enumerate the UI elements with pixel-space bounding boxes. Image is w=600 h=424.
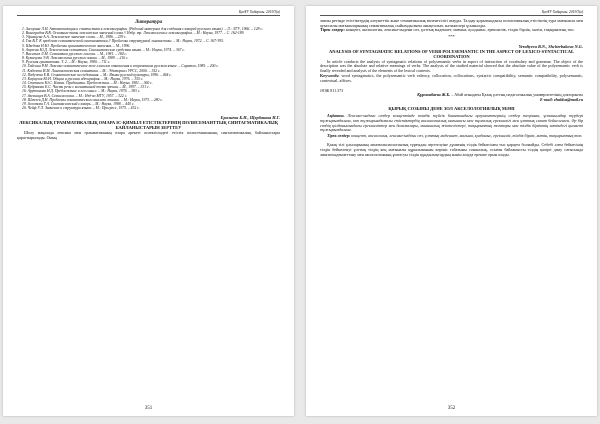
en-authors: Yeraliyeva B.N., Shcherbakova N.G. xyxy=(518,43,583,49)
author-block xyxy=(320,93,583,102)
abstract-text: Лексико-мәдени сөздер концептінде өзіндік түйсік бағытындағы аргументтерінің сөздер теорияға, ұстанымдар түрдері тұжырымдалған, көп тұжырымдамалы етістіктердің аксиологиялық мағынасы мен тұлғалық ерекшелігі мен ұлттық сипат бейнеленген. Әр бір сөздің қолданысындағы ерекшеліктер мен баламалары, мағыналық жіктелістері, тақырыптық топтары мен тілдік бірліктің мәтіндегі қызметі тұжырымдалған. xyxy=(320,113,584,133)
right-page xyxy=(306,6,597,416)
body-text: Қазақ тілі ұлыларының лингвоаксиологиялық тұрғыдан зерттелуіне дүниенің тілдік бейнесінен тыс қарауға болмайды. Себебі әлем бейнесінің тілдік бейнеленуі ұлттық тілдің кең мағыналы құрылымынан көрініс табатыны соншалық, осыған байланысты тілдің қазіргі даму сатысында лингвомәдениеттану мен аксиологияның ұштасуы тілдік құндылықтардың мәнін ашуда ерекше орын алады. xyxy=(320,142,583,157)
article-authors: Ералиева Б.Н., Щербакова Н.Г. xyxy=(220,115,280,121)
running-header: ҚазҰУ Хабаршы. 2019/3(в) xyxy=(17,6,280,16)
reference-item: 12. Падучева Е.В. Семантические исследования. – М.: Языки русской культуры, 1996. – 464 с. xyxy=(22,72,172,77)
page-number: 352 xyxy=(447,406,456,411)
kz-article-title: ҚЫРЫҚ СОЗЫНЫ ДЕНЕ ЗОЛ АКСЕЛОЛОГИЯЛЫҚ МӘНІ xyxy=(388,106,515,112)
kz-keywords xyxy=(320,134,583,139)
reference-item: 5. Шведова Н.Ю. Проблемы грамматического значения. – М., 1996. xyxy=(22,43,131,48)
en-keywords-label: Keywords: xyxy=(320,73,340,79)
reference-item: 17. Звегинцев В.А. Семасиология. – М.: Изд-во МГУ, 1957. – 322 с. xyxy=(22,93,128,98)
en-title: ANALYSIS OF SYNTAGMATIC RELATIONS OF VERB POLYSEMANTIC IN THE ASPECT OF LEXICO-SYNTACTICAL COORDINATION xyxy=(328,48,574,59)
kz-keywords-label: Тірек сөздер: xyxy=(327,132,351,138)
reference-item: 2. Виноградов В.В. Основные типы лексических значений слова // Избр. тр. Лексикология и лексикография. – М.: Наука, 1977. – С. 162-189. xyxy=(22,31,245,36)
reference-item: 11. Кобозева И.М. Лингвистическая семантика. – М.: Эдиториал УРСС, 2000. – 352 с. xyxy=(22,68,161,73)
abstract-label: Аңдатпа. xyxy=(327,113,345,119)
reference-item: 14. Степанов Ю.С. Имена. Предикаты. Предложения. – М.: Наука, 1981. – 360 с. xyxy=(22,81,153,86)
author-affiliation: – Абай атындағы Қазақ ұлттық педагогикалық университетінің докторанты xyxy=(451,92,583,98)
reference-item: 13. Караулов Ю.Н. Общая и русская идеография. – М.: Наука, 1976. – 355 с. xyxy=(22,76,144,81)
references-list xyxy=(17,27,280,110)
author-name: Құрманбаева Ж.Б. xyxy=(417,92,451,98)
udc-code: ӘОЖ 811.373 xyxy=(320,88,344,94)
en-abstract: In article conducts the analysis of syntagmatic relations of polysemantic verbs in aspect of interaction of vocabulary and grammar. The object of the description was the absolute and relative meanings of verbs. The analysis of the studied material showed that the absolute value of the polysemantic verb is finally revealed and analysis of the elements of the lexical contexts. xyxy=(320,58,583,73)
reference-item: 1. Засорина Л.Н. Автоматизация и статистика в лексикографии. (Рабочий материал для создания словарей русского языка). – Л.: ЛГУ, 1966. – 128 с. xyxy=(22,27,264,31)
reference-item: 7. Васильев Л.М. Семантика русского глагола. – М., 1981. – 184 с. xyxy=(22,51,128,56)
keywords-label: Тірек сөздер: xyxy=(320,27,345,32)
reference-item: 16. Арутюнова Н.Д. Предложение и его смысл. – М.: Наука, 1976. – 383 с. xyxy=(22,89,141,94)
references-title: Литература xyxy=(134,20,163,25)
author-email: E-mail: zhulduz@mail.ru xyxy=(540,96,583,102)
reference-item: 9. Русская грамматика. Т. 2. – М.: Наука, 1980. – 711 с. xyxy=(22,60,111,65)
page-number: 351 xyxy=(144,406,153,411)
kz-keywords-text: концепт, аксиология, лексика-мәдени сөз, ұлттық мәдениет, мағына, қолданыс, ерекшелік, тілдік бірлік, мәтін, тақырыптық топ. xyxy=(351,132,583,138)
running-header: ҚазҰУ Хабаршы. 2019/3(в) xyxy=(320,6,583,16)
left-page xyxy=(3,6,294,416)
kz-abstract xyxy=(320,114,583,132)
reference-item: 15. Кубрякова Е.С. Части речи с когнитивной точки зрения. – М., 1997. – 331 с. xyxy=(22,85,150,90)
keywords-text: концепт, аксиология, лексика-мәдени сөз, ұлттық мәдениет, мағына, қолданыс, ерекшелік, тілдік бірлік, мәтін, тақырыптық топ. xyxy=(345,27,575,32)
reference-item: 18. Шмелев Д.Н. Проблемы семантического анализа лексики. – М.: Наука, 1973. – 280 с. xyxy=(22,97,163,102)
keywords-kz xyxy=(320,28,583,33)
reference-item: 8. Кузнецова Э.В. Лексикология русского языка. – М., 1989. – 216 с. xyxy=(22,56,129,61)
article-title: ЛЕКСИКАЛЫҚ ГРАММАТИКАЛЫҚ ОМАРА ІС-ҚИМЫЛ ЕТІСТІКТЕРІНІҢ ПОЛИСЕМАНТТЫҚ СИНТАГМАТИКАЛЫҚ БАЙЛАНЫСТАРЫН ЗЕРТТЕУ xyxy=(18,120,278,131)
en-keywords xyxy=(320,74,583,83)
reference-item: 3. Уфимцева А.А. Лексическое значение слова. – М., 1986. – 239 с. xyxy=(22,35,127,40)
reference-item: 6. Апресян Ю.Д. Лексическая семантика. Синонимические средства языка. – М.: Наука, 1974. – 367 с. xyxy=(22,47,186,52)
reference-item: 10. Гайсина Р.М. Лексико-семантическое поле глаголов отношения в современном русском языке. – Саратов, 1985. – 200 с. xyxy=(22,64,219,69)
separator-stars: *** xyxy=(448,33,455,39)
reference-item: 20. Чейф У.Л. Значение и структура языка. – М.: Прогресс, 1975. – 432 с. xyxy=(22,105,140,110)
en-keywords-text: word syntagmatics, the polysemantic verb valency, collocation, collocations, syntactic compatibility, semantic compatibility, polysemantic, contextual, affixes. xyxy=(320,73,584,83)
continuation-text: зиялы ретінде етістіктердің әлеуметтік және семантикалық валенттілігі атауды. Талдау қорытындысы полисемиялық етістіктің тура мағынасы мен ауыспалы мағыналарының семантикалық сыйымдылығы анықталып, нәтижелері ұсынылды. xyxy=(320,18,583,28)
article-text: Шолу мақалада лексика мен грамматиканың өзара әрекеті аспектісіндегі етістік полисемиясының синтагматикалық байланыстары қарастырылады. Оның xyxy=(17,130,280,140)
reference-item: 19. Золотова Г.А. Синтаксический словарь. – М.: Наука, 1988. – 440 с. xyxy=(22,101,135,106)
reference-item: 4. Гак В.Г. К проблеме семантической синтагматики // Проблемы структурной лингвистики. – М.: Наука, 1972. – С. 367-395. xyxy=(22,39,224,44)
